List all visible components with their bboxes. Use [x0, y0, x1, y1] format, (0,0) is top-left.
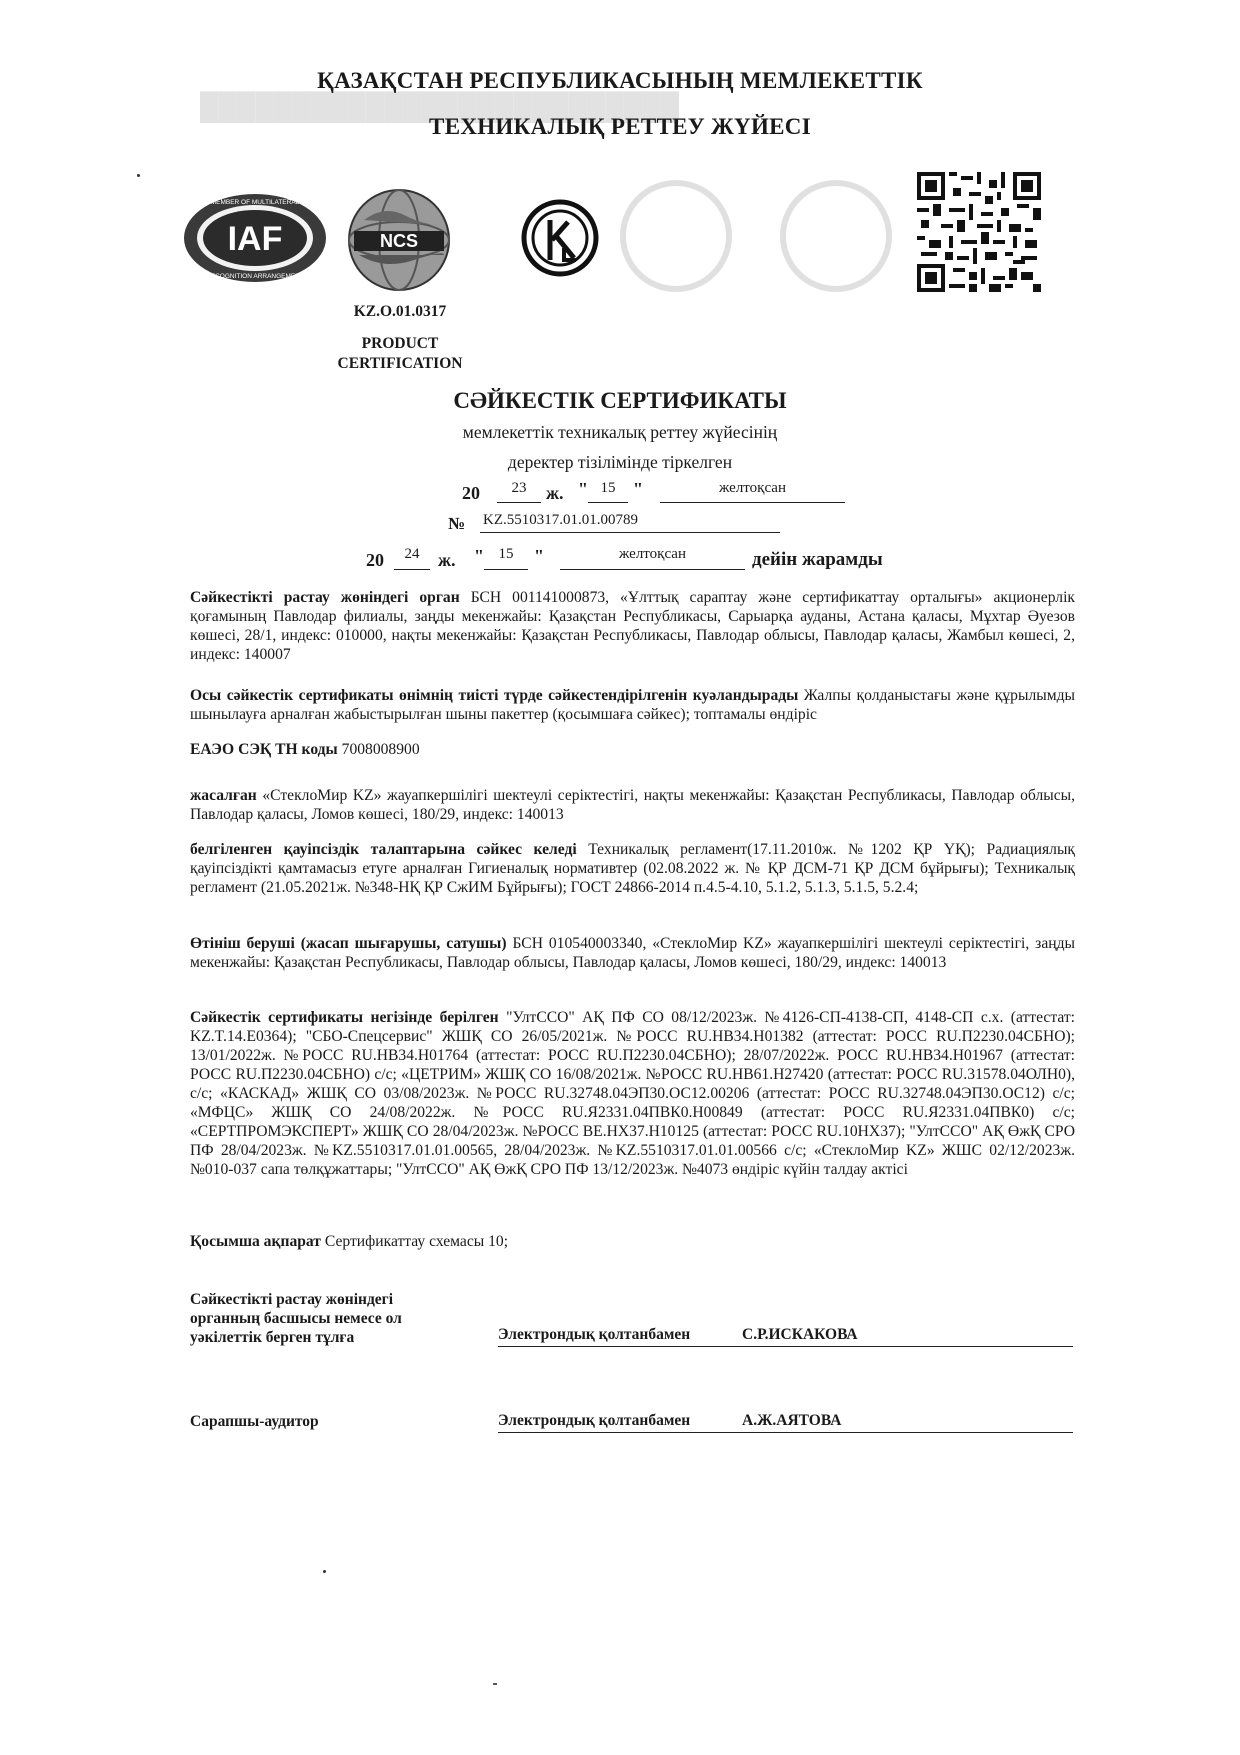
extra-info-paragraph: [190, 1232, 1075, 1251]
basis-paragraph: [190, 1008, 1075, 1179]
svg-text:MEMBER OF MULTILATERAL: MEMBER OF MULTILATERAL: [210, 199, 300, 206]
hs-code-value: 7008008900: [341, 741, 420, 758]
requirements-label: белгіленген қауіпсіздік талаптарына сәйкес келеді: [190, 841, 577, 858]
valid-year-suffix: ж.: [438, 550, 456, 570]
valid-year-prefix: 20: [366, 550, 384, 570]
product-text: Жалпы қолданыстағы және құрылымды шынылауға арналған жабыстырылған шыны пакеттер (қосымшаға сәйкес); топтамалы өндіріс: [190, 687, 1075, 723]
signature-method-2: Электрондық қолтанбамен: [498, 1412, 691, 1429]
accreditation-line-1: PRODUCT: [361, 335, 439, 352]
header-line-1: ҚАЗАҚСТАН РЕСПУБЛИКАСЫНЫҢ МЕМЛЕКЕТТІК: [317, 68, 923, 93]
valid-day: 15: [498, 546, 514, 562]
extra-info-text: Сертификаттау схемасы 10;: [324, 1233, 509, 1250]
hs-code-paragraph: [190, 740, 1075, 759]
authority-label: Сәйкестікті растау жөніндегі орган: [190, 589, 460, 606]
reg-day: 15: [600, 480, 616, 496]
qr-code: [917, 172, 1041, 292]
requirements-text: Техникалық регламент(17.11.2010ж. №1202 ҚР ҮҚ); Радиациялық қауіпсіздікті қамтамасыз етуге арналған Гигиеналық нормативтер (02.08.2022 ж. № ҚР ДСМ-71 ҚР ДСМ бұйрығы); Техникалық регламент (21.05.2021ж. №348-НҚ ҚР СжИМ Бұйрығы); ГОСТ 24866-2014 п.4.5-4.10, 5.1.2, 5.1.3, 5.1.5, 5.2.4;: [190, 841, 1076, 896]
reg-year-suffix: ж.: [546, 483, 564, 503]
signer-name-2: А.Ж.АЯТОВА: [742, 1412, 842, 1429]
valid-quote-open: ": [474, 546, 484, 566]
valid-day-underline: [484, 569, 528, 570]
head-signer-line-2: органның басшысы немесе ол: [190, 1310, 402, 1327]
iaf-logo: [182, 192, 328, 284]
watermark-seal-2: [780, 180, 892, 292]
certificate-title: СӘЙКЕСТІК СЕРТИФИКАТЫ: [453, 388, 787, 413]
reg-month-underline: [660, 502, 845, 503]
title-subline-1: мемлекеттік техникалық реттеу жүйесінің: [462, 422, 778, 442]
auditor-label: Сарапшы-аудитор: [190, 1413, 319, 1430]
valid-quote-close: ": [534, 546, 544, 566]
head-signer-label: [190, 1290, 402, 1347]
number-underline: [480, 532, 780, 533]
basis-text: "УлтССО" АҚ ПФ СО 08/12/2023ж. №4126-СП-4138-СП, 4148-СП с.х. (аттестат: KZ.T.14.E0364); "СБО-Спецсервис" ЖШҚ СО 26/05/2021ж. №РОСС RU.НВ34.Н01382 (аттестат: РОСС RU.П2230.04СБНО); 13/01/2022ж. №РОСС RU.НВ34.Н01764 (аттестат: РОСС RU.П2230.04СБНО); 28/07/2022ж. РОСС RU.НВ34.Н01967 (аттестат: РОСС RU.П2230.04СБНО) с/с; «ЦЕТРИМ» ЖШҚ СО 16/08/2021ж. №РОСС RU.НВ61.Н27420 (аттестат: РОСС RU.31578.04ОЛН0), с/с; «КАСКАД» ЖШҚ СО 03/08/2023ж. №РОСС RU.32748.04ЭП30.ОС12.00206 (аттестат: РОСС RU.32748.04ЭП30.ОС12) с/с; «МФЦС» ЖШҚ СО 24/08/2022ж. №РОСС RU.Я2331.04ПВК0.Н00849 (аттестат: РОСС RU.Я2331.04ПВК0) с/с; «СЕРТПРОМЭКСПЕРТ» ЖШҚ СО 28/04/2023ж. №РОСС BE.НХ37.Н10125 (аттестат: РОСС RU.10НХ37); "УлтССО" АҚ ӨжҚ СРО ПФ 28/04/2023ж. №KZ.5510317.01.01.00565, 28/04/2023ж. №KZ.5510317.01.01.00566 с/с; «СтеклоМир KZ» ЖШС 02/12/2023ж. №010-037 сапа төлқұжаттары; "УлтССО" АҚ ӨжҚ СРО ПФ 13/12/2023ж. №4073 өндіріс күйін талдау актісі: [190, 1009, 1075, 1178]
signature-underline-2: [498, 1432, 1073, 1433]
maker-label: жасалған: [190, 787, 257, 804]
reg-quote-open: ": [578, 479, 588, 499]
authority-paragraph: [190, 588, 1075, 664]
basis-label: Сәйкестік сертификаты негізінде берілген: [190, 1009, 499, 1026]
header-line-2: ТЕХНИКАЛЫҚ РЕТТЕУ ЖҮЙЕСІ: [429, 114, 811, 139]
accreditation-code: KZ.O.01.0317: [353, 303, 447, 320]
valid-until-label: дейін жарамды: [752, 549, 883, 570]
applicant-text: БСН 010540003340, «СтеклоМир KZ» жауапкершілігі шектеулі серіктестігі, заңды мекенжайы: Қазақстан Республикасы, Павлодар облысы, Павлодар қаласы, Ломов көшесі, 180/29, индекс: 140013: [190, 935, 1075, 971]
head-signer-line-3: уәкілеттік берген тұлға: [190, 1329, 355, 1346]
scan-speck: [137, 174, 140, 177]
number-label: №: [448, 514, 466, 533]
signature-method-1: Электрондық қолтанбамен: [498, 1326, 691, 1343]
reg-day-underline: [588, 502, 628, 503]
title-subline-2: деректер тізілімінде тіркелген: [507, 452, 733, 472]
product-label: Осы сәйкестік сертификаты өнімнің тиісті түрде сәйкестендірілгенін куәландырады: [190, 687, 799, 704]
valid-month: желтоқсан: [619, 546, 686, 562]
head-signer-line-1: Сәйкестікті растау жөніндегі: [190, 1291, 394, 1308]
requirements-paragraph: [190, 840, 1075, 897]
reg-year-prefix: 20: [462, 483, 480, 503]
accreditation-line-2: CERTIFICATION: [337, 355, 463, 372]
watermark-seal-1: [620, 180, 732, 292]
product-paragraph: [190, 686, 1075, 724]
reg-year: 23: [511, 480, 527, 496]
reg-quote-close: ": [633, 479, 643, 499]
applicant-label: Өтініш беруші (жасап шығарушы, сатушы): [190, 935, 507, 952]
maker-text: «СтеклоМир KZ» жауапкершілігі шектеулі серіктестігі, нақты мекенжайы: Қазақстан Республикасы, Павлодар облысы, Павлодар қаласы, Ломов көшесі, 180/29, индекс: 140013: [190, 787, 1075, 823]
applicant-paragraph: [190, 934, 1075, 972]
svg-text:IAF: IAF: [227, 220, 283, 258]
scan-speck: [493, 1683, 497, 1685]
certificate-number: KZ.5510317.01.01.00789: [483, 512, 638, 528]
authority-text: БСН 001141000873, «Ұлттық сараптау және сертификаттау орталығы» акционерлік қоғамының Павлодар филиалы, заңды мекенжайы: Қазақстан Республикасы, Сарыарқа ауданы, Астана қаласы, Мұхтар Әуезов көшесі, 28/1, индекс: 010000, нақты мекенжайы: Қазақстан Республикасы, Павлодар облысы, Павлодар қаласы, Жамбыл көшесі, 2, индекс: 140007: [190, 589, 1075, 663]
hs-code-label: ЕАЭО СЭҚ ТН коды: [190, 741, 338, 758]
scan-speck: [323, 1570, 326, 1573]
ncs-globe-logo: [344, 185, 454, 295]
reg-year-underline: [497, 502, 541, 503]
valid-month-underline: [560, 569, 745, 570]
svg-text:NCS: NCS: [379, 231, 419, 251]
signature-underline-1: [498, 1346, 1073, 1347]
maker-paragraph: [190, 786, 1075, 824]
valid-year: 24: [404, 546, 420, 562]
valid-year-underline: [394, 569, 430, 570]
reg-month: желтоқсан: [719, 480, 786, 496]
extra-info-label: Қосымша ақпарат: [190, 1233, 321, 1250]
watermark-text: ██████████████████████████: [200, 92, 679, 121]
kz-conformity-mark-icon: [520, 188, 600, 290]
svg-text:RECOGNITION ARRANGEMENT: RECOGNITION ARRANGEMENT: [206, 273, 304, 280]
signer-name-1: С.Р.ИСКАКОВА: [742, 1326, 858, 1343]
